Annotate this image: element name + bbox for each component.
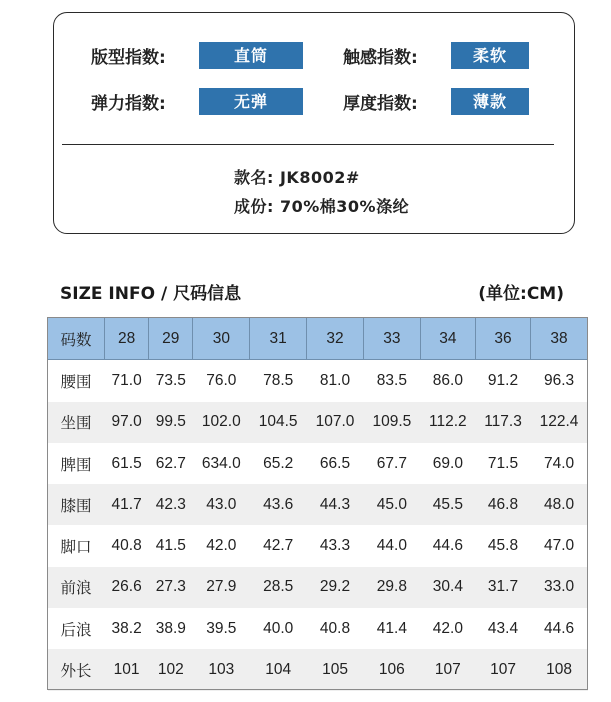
style-name: 款名: JK8002# (234, 168, 360, 187)
measurement-value: 33.0 (543, 578, 575, 596)
measurement-value: 66.5 (319, 454, 351, 472)
measurement-value: 106 (378, 661, 405, 679)
unit-label: (单位:CM) (478, 284, 564, 304)
measurement-value: 47.0 (543, 537, 575, 555)
measurement-value: 102 (157, 661, 184, 679)
measurement-value: 44.6 (432, 537, 463, 555)
measurement-value: 61.5 (111, 454, 142, 472)
measurement-value: 38.2 (111, 619, 142, 637)
header-cell: 34 (420, 318, 475, 360)
table-row (48, 649, 588, 690)
fit-index-value: 直筒 (199, 42, 303, 69)
size-header-row (48, 318, 588, 360)
stretch-index-label: 弹力指数: (91, 94, 166, 114)
header-cell: 30 (193, 318, 250, 360)
measurement-value: 69.0 (432, 454, 463, 472)
measurement-value: 43.0 (206, 495, 237, 513)
table-row (48, 402, 588, 443)
header-cell: 32 (307, 318, 364, 360)
measurement-value: 65.2 (263, 454, 294, 472)
measurement-value: 67.7 (376, 454, 407, 472)
measurement-value: 86.0 (432, 371, 463, 389)
measurement-value: 40.8 (111, 537, 142, 555)
measurement-value: 62.7 (155, 454, 186, 472)
measurement-label: 脾围 (60, 455, 92, 474)
measurement-value: 78.5 (263, 371, 294, 389)
measurement-value: 45.8 (487, 537, 519, 555)
feel-index-label: 触感指数: (343, 48, 418, 68)
table-row (48, 608, 588, 649)
measurement-value: 44.0 (376, 537, 407, 555)
measurement-value: 28.5 (263, 578, 294, 596)
measurement-value: 76.0 (206, 371, 237, 389)
measurement-value: 41.7 (111, 495, 142, 513)
measurement-value: 83.5 (376, 371, 407, 389)
measurement-value: 42.7 (263, 537, 294, 555)
measurement-value: 45.5 (432, 495, 463, 513)
measurement-value: 38.9 (155, 619, 186, 637)
measurement-value: 73.5 (155, 371, 186, 389)
header-cell: 28 (105, 318, 149, 360)
measurement-value: 117.3 (484, 413, 522, 431)
measurement-value: 48.0 (543, 495, 575, 513)
table-row (48, 360, 588, 402)
header-cell: 31 (250, 318, 307, 360)
measurement-value: 91.2 (487, 371, 519, 389)
measurement-value: 107 (434, 661, 461, 679)
feel-index-row (343, 42, 529, 69)
card-divider (62, 144, 554, 145)
measurement-value: 44.6 (543, 619, 575, 637)
stretch-index-value: 无弹 (199, 88, 303, 115)
measurement-value: 108 (546, 661, 572, 679)
measurement-value: 74.0 (543, 454, 575, 472)
measurement-value: 104 (265, 661, 292, 679)
measurement-value: 103 (208, 661, 235, 679)
measurement-label: 膝围 (60, 496, 92, 515)
measurement-value: 27.3 (155, 578, 186, 596)
measurement-value: 71.5 (487, 454, 519, 472)
header-cell: 33 (363, 318, 420, 360)
measurement-value: 43.6 (263, 495, 294, 513)
measurement-value: 634.0 (201, 454, 241, 472)
measurement-value: 30.4 (432, 578, 463, 596)
thickness-index-value: 薄款 (451, 88, 529, 115)
measurement-value: 107.0 (315, 413, 355, 431)
measurement-value: 107 (490, 661, 516, 679)
feel-index-value: 柔软 (451, 42, 529, 69)
size-table (47, 317, 588, 691)
measurement-label: 后浪 (60, 620, 92, 639)
measurement-value: 29.2 (319, 578, 351, 596)
measurement-value: 45.0 (376, 495, 407, 513)
measurement-value: 40.8 (319, 619, 351, 637)
measurement-label: 坐围 (60, 414, 92, 433)
measurement-value: 104.5 (258, 413, 298, 431)
measurement-value: 109.5 (372, 413, 412, 431)
measurement-value: 41.5 (155, 537, 186, 555)
measurement-value: 43.3 (319, 537, 351, 555)
measurement-value: 42.3 (155, 495, 186, 513)
product-info-card (53, 12, 575, 234)
measurement-value: 102.0 (201, 413, 241, 431)
measurement-value: 105 (322, 661, 348, 679)
measurement-value: 31.7 (487, 578, 519, 596)
measurement-value: 29.8 (376, 578, 407, 596)
measurement-value: 96.3 (543, 371, 575, 389)
table-row (48, 443, 588, 484)
measurement-value: 41.4 (376, 619, 407, 637)
thickness-index-label: 厚度指数: (343, 94, 418, 114)
measurement-value: 112.2 (429, 413, 467, 431)
table-row (48, 484, 588, 525)
size-info-title: SIZE INFO / 尺码信息 (60, 284, 242, 304)
table-row (48, 567, 588, 608)
thickness-index-row (343, 88, 529, 115)
measurement-value: 71.0 (111, 371, 142, 389)
measurement-value: 101 (113, 661, 140, 679)
measurement-label: 脚口 (60, 538, 92, 557)
measurement-value: 40.0 (263, 619, 294, 637)
measurement-value: 81.0 (319, 371, 351, 389)
stretch-index-row (91, 88, 303, 115)
measurement-label: 外长 (60, 662, 92, 681)
header-cell: 36 (475, 318, 530, 360)
measurement-value: 42.0 (432, 619, 463, 637)
measurement-value: 99.5 (155, 413, 186, 431)
measurement-value: 44.3 (319, 495, 351, 513)
measurement-value: 122.4 (539, 413, 579, 431)
fit-index-label: 版型指数: (91, 48, 166, 68)
table-row (48, 525, 588, 566)
header-cell: 码数 (48, 318, 105, 360)
composition: 成份: 70%棉30%涤纶 (234, 197, 410, 216)
measurement-value: 26.6 (111, 578, 142, 596)
measurement-value: 42.0 (206, 537, 237, 555)
measurement-value: 46.8 (487, 495, 519, 513)
measurement-value: 97.0 (111, 413, 142, 431)
measurement-label: 前浪 (60, 579, 92, 598)
measurement-label: 腰围 (60, 372, 92, 391)
measurement-value: 39.5 (206, 619, 237, 637)
measurement-value: 43.4 (487, 619, 519, 637)
measurement-value: 27.9 (206, 578, 237, 596)
fit-index-row (91, 42, 303, 69)
header-cell: 29 (149, 318, 193, 360)
header-cell: 38 (531, 318, 588, 360)
